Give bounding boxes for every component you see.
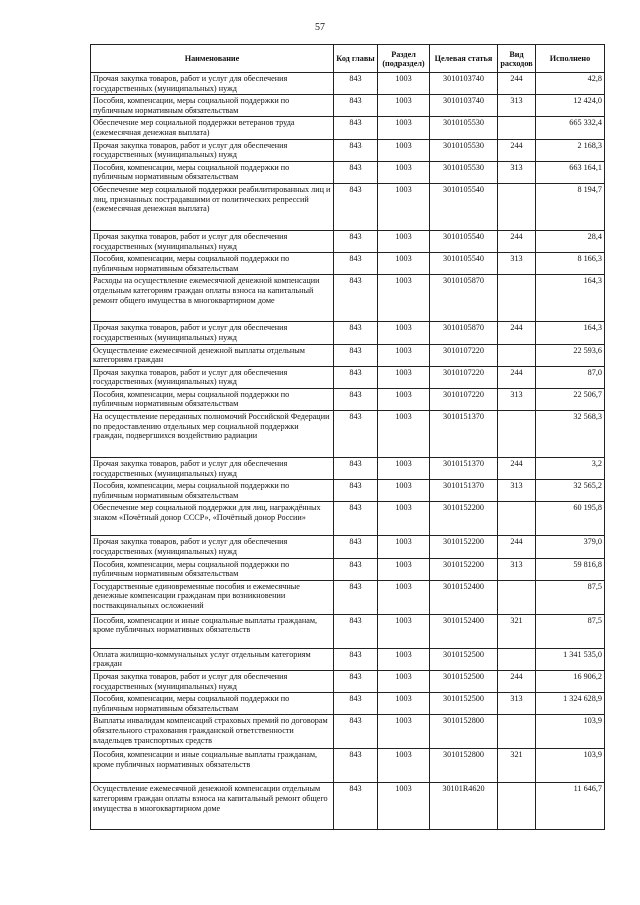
cell-name: На осуществление переданных полномочий Российской Федерации по предоставлению отдельных мер социальной поддержки граждан, подвергшихся воздействию радиации: [91, 411, 334, 458]
cell-section: 1003: [378, 558, 430, 580]
cell-article: 3010105540: [430, 183, 498, 230]
cell-section: 1003: [378, 117, 430, 139]
cell-amount: 32 568,3: [536, 411, 605, 458]
table-row: [91, 614, 605, 648]
cell-section: 1003: [378, 230, 430, 252]
table-row: [91, 671, 605, 693]
header-amount: Исполнено: [536, 45, 605, 73]
cell-amount: 16 906,2: [536, 671, 605, 693]
header-name: Наименование: [91, 45, 334, 73]
cell-kind: [498, 502, 536, 536]
cell-amount: 60 195,8: [536, 502, 605, 536]
cell-amount: 379,0: [536, 536, 605, 558]
cell-section: 1003: [378, 536, 430, 558]
cell-kind: [498, 580, 536, 614]
cell-code: 843: [334, 749, 378, 783]
cell-section: 1003: [378, 715, 430, 749]
cell-kind: [498, 715, 536, 749]
cell-name: Пособия, компенсации, меры социальной поддержки по публичным нормативным обязательствам: [91, 558, 334, 580]
cell-name: Пособия, компенсации и иные социальные выплаты гражданам, кроме публичных нормативных обязательств: [91, 749, 334, 783]
table-row: [91, 344, 605, 366]
table-row: [91, 366, 605, 388]
cell-name: Расходы на осуществление ежемесячной денежной компенсации отдельным категориям граждан оплаты взноса на капитальный ремонт общего имущества в многоквартирном доме: [91, 275, 334, 322]
cell-kind: [498, 783, 536, 830]
cell-name: Оплата жилищно-коммунальных услуг отдельным категориям граждан: [91, 648, 334, 670]
cell-name: Осуществление ежемесячной денежной выплаты отдельным категориям граждан: [91, 344, 334, 366]
cell-code: 843: [334, 502, 378, 536]
cell-code: 843: [334, 411, 378, 458]
table-row: [91, 73, 605, 95]
cell-kind: 321: [498, 749, 536, 783]
cell-amount: 87,0: [536, 366, 605, 388]
cell-kind: [498, 183, 536, 230]
cell-article: 3010152200: [430, 558, 498, 580]
cell-article: 3010103740: [430, 73, 498, 95]
cell-amount: 103,9: [536, 749, 605, 783]
cell-name: Пособия, компенсации, меры социальной поддержки по публичным нормативным обязательствам: [91, 161, 334, 183]
cell-section: 1003: [378, 139, 430, 161]
cell-section: 1003: [378, 73, 430, 95]
cell-code: 843: [334, 783, 378, 830]
cell-section: 1003: [378, 183, 430, 230]
cell-amount: 22 593,6: [536, 344, 605, 366]
cell-amount: 12 424,0: [536, 95, 605, 117]
table-row: [91, 480, 605, 502]
cell-code: 843: [334, 388, 378, 410]
cell-article: 3010107220: [430, 366, 498, 388]
cell-code: 843: [334, 480, 378, 502]
cell-kind: 313: [498, 253, 536, 275]
cell-name: Обеспечение мер социальной поддержки ветеранов труда (ежемесячная денежная выплата): [91, 117, 334, 139]
cell-amount: 1 341 535,0: [536, 648, 605, 670]
cell-amount: 42,8: [536, 73, 605, 95]
cell-article: 30101R4620: [430, 783, 498, 830]
table-row: [91, 322, 605, 344]
cell-code: 843: [334, 139, 378, 161]
table-row: [91, 458, 605, 480]
page-number: 57: [315, 22, 325, 33]
cell-kind: [498, 275, 536, 322]
cell-code: 843: [334, 580, 378, 614]
cell-article: 3010151370: [430, 480, 498, 502]
cell-name: Прочая закупка товаров, работ и услуг для обеспечения государственных (муниципальных) нужд: [91, 139, 334, 161]
table-body: [91, 73, 605, 830]
cell-kind: 313: [498, 388, 536, 410]
cell-article: 3010105540: [430, 253, 498, 275]
cell-amount: 3,2: [536, 458, 605, 480]
cell-section: 1003: [378, 614, 430, 648]
cell-amount: 8 166,3: [536, 253, 605, 275]
cell-amount: 663 164,1: [536, 161, 605, 183]
cell-kind: 244: [498, 139, 536, 161]
cell-code: 843: [334, 715, 378, 749]
table-row: [91, 715, 605, 749]
cell-article: 3010105870: [430, 322, 498, 344]
cell-amount: 22 506,7: [536, 388, 605, 410]
cell-section: 1003: [378, 749, 430, 783]
cell-section: 1003: [378, 693, 430, 715]
cell-code: 843: [334, 344, 378, 366]
cell-amount: 59 816,8: [536, 558, 605, 580]
cell-name: Пособия, компенсации и иные социальные выплаты гражданам, кроме публичных нормативных обязательств: [91, 614, 334, 648]
cell-name: Пособия, компенсации, меры социальной поддержки по публичным нормативным обязательствам: [91, 253, 334, 275]
cell-code: 843: [334, 366, 378, 388]
table-row: [91, 139, 605, 161]
cell-kind: 313: [498, 693, 536, 715]
cell-name: Прочая закупка товаров, работ и услуг для обеспечения государственных (муниципальных) нужд: [91, 671, 334, 693]
cell-article: 3010152400: [430, 580, 498, 614]
cell-section: 1003: [378, 95, 430, 117]
cell-section: 1003: [378, 366, 430, 388]
cell-section: 1003: [378, 388, 430, 410]
table-row: [91, 648, 605, 670]
table-row: [91, 502, 605, 536]
cell-kind: 244: [498, 458, 536, 480]
cell-article: 3010152200: [430, 536, 498, 558]
cell-article: 3010105540: [430, 230, 498, 252]
header-article: Целевая статья: [430, 45, 498, 73]
cell-section: 1003: [378, 344, 430, 366]
cell-kind: 244: [498, 73, 536, 95]
cell-article: 3010103740: [430, 95, 498, 117]
table-row: [91, 536, 605, 558]
cell-code: 843: [334, 161, 378, 183]
cell-section: 1003: [378, 580, 430, 614]
cell-article: 3010152800: [430, 749, 498, 783]
table-row: [91, 230, 605, 252]
table-row: [91, 183, 605, 230]
cell-name: Обеспечение мер социальной поддержки для лиц, награждённых знаком «Почётный донор СССР», «Почётный донор России»: [91, 502, 334, 536]
cell-code: 843: [334, 648, 378, 670]
cell-section: 1003: [378, 480, 430, 502]
cell-code: 843: [334, 230, 378, 252]
table-row: [91, 411, 605, 458]
cell-name: Выплаты инвалидам компенсаций страховых премий по договорам обязательного страхования гражданской ответственности владельцев транспортных средств: [91, 715, 334, 749]
cell-article: 3010152500: [430, 648, 498, 670]
cell-name: Обеспечение мер социальной поддержки реабилитированных лиц и лиц, признанных пострадавшими от политических репрессий (ежемесячная денежная выплата): [91, 183, 334, 230]
cell-article: 3010152500: [430, 693, 498, 715]
header-code: Код главы: [334, 45, 378, 73]
cell-kind: 313: [498, 95, 536, 117]
cell-kind: 313: [498, 161, 536, 183]
cell-article: 3010152200: [430, 502, 498, 536]
cell-amount: 32 565,2: [536, 480, 605, 502]
cell-amount: 1 324 628,9: [536, 693, 605, 715]
cell-code: 843: [334, 183, 378, 230]
cell-code: 843: [334, 671, 378, 693]
cell-name: Прочая закупка товаров, работ и услуг для обеспечения государственных (муниципальных) нужд: [91, 230, 334, 252]
cell-kind: 244: [498, 671, 536, 693]
cell-code: 843: [334, 458, 378, 480]
cell-article: 3010105530: [430, 161, 498, 183]
cell-kind: [498, 344, 536, 366]
cell-amount: 87,5: [536, 580, 605, 614]
cell-section: 1003: [378, 275, 430, 322]
cell-article: 3010107220: [430, 344, 498, 366]
table-row: [91, 253, 605, 275]
cell-article: 3010152800: [430, 715, 498, 749]
cell-amount: 164,3: [536, 275, 605, 322]
cell-name: Прочая закупка товаров, работ и услуг для обеспечения государственных (муниципальных) нужд: [91, 458, 334, 480]
cell-section: 1003: [378, 502, 430, 536]
header-kind: Вид расходов: [498, 45, 536, 73]
cell-article: 3010105530: [430, 117, 498, 139]
table-row: [91, 580, 605, 614]
cell-name: Пособия, компенсации, меры социальной поддержки по публичным нормативным обязательствам: [91, 95, 334, 117]
cell-section: 1003: [378, 671, 430, 693]
table-row: [91, 161, 605, 183]
cell-kind: 244: [498, 322, 536, 344]
table-row: [91, 95, 605, 117]
cell-code: 843: [334, 322, 378, 344]
cell-code: 843: [334, 558, 378, 580]
cell-name: Прочая закупка товаров, работ и услуг для обеспечения государственных (муниципальных) нужд: [91, 322, 334, 344]
cell-name: Прочая закупка товаров, работ и услуг для обеспечения государственных (муниципальных) нужд: [91, 366, 334, 388]
cell-code: 843: [334, 95, 378, 117]
cell-section: 1003: [378, 161, 430, 183]
cell-kind: [498, 648, 536, 670]
header-section: Раздел (подраздел): [378, 45, 430, 73]
cell-name: Пособия, компенсации, меры социальной поддержки по публичным нормативным обязательствам: [91, 388, 334, 410]
cell-code: 843: [334, 253, 378, 275]
cell-code: 843: [334, 275, 378, 322]
cell-amount: 11 646,7: [536, 783, 605, 830]
cell-section: 1003: [378, 458, 430, 480]
table-row: [91, 693, 605, 715]
cell-kind: 244: [498, 536, 536, 558]
cell-name: Пособия, компенсации, меры социальной поддержки по публичным нормативным обязательствам: [91, 693, 334, 715]
cell-article: 3010105870: [430, 275, 498, 322]
cell-name: Пособия, компенсации, меры социальной поддержки по публичным нормативным обязательствам: [91, 480, 334, 502]
cell-name: Прочая закупка товаров, работ и услуг для обеспечения государственных (муниципальных) нужд: [91, 536, 334, 558]
cell-article: 3010151370: [430, 411, 498, 458]
cell-article: 3010152400: [430, 614, 498, 648]
cell-name: Прочая закупка товаров, работ и услуг для обеспечения государственных (муниципальных) нужд: [91, 73, 334, 95]
cell-amount: 164,3: [536, 322, 605, 344]
cell-amount: 87,5: [536, 614, 605, 648]
cell-article: 3010107220: [430, 388, 498, 410]
table-row: [91, 749, 605, 783]
table-row: [91, 558, 605, 580]
cell-article: 3010152500: [430, 671, 498, 693]
cell-kind: 313: [498, 558, 536, 580]
budget-table: [90, 44, 605, 830]
cell-section: 1003: [378, 253, 430, 275]
cell-kind: 244: [498, 230, 536, 252]
cell-kind: [498, 117, 536, 139]
cell-code: 843: [334, 117, 378, 139]
header-row: [91, 45, 605, 73]
cell-kind: [498, 411, 536, 458]
cell-kind: 321: [498, 614, 536, 648]
table-row: [91, 117, 605, 139]
cell-code: 843: [334, 536, 378, 558]
cell-amount: 8 194,7: [536, 183, 605, 230]
cell-article: 3010151370: [430, 458, 498, 480]
cell-code: 843: [334, 693, 378, 715]
cell-amount: 665 332,4: [536, 117, 605, 139]
table-row: [91, 783, 605, 830]
cell-name: Осуществление ежемесячной денежной компенсации отдельным категориям граждан оплаты взноса на капитальный ремонт общего имущества в многоквартирном доме: [91, 783, 334, 830]
cell-section: 1003: [378, 648, 430, 670]
cell-article: 3010105530: [430, 139, 498, 161]
cell-amount: 2 168,3: [536, 139, 605, 161]
cell-kind: 244: [498, 366, 536, 388]
cell-section: 1003: [378, 783, 430, 830]
cell-amount: 28,4: [536, 230, 605, 252]
cell-code: 843: [334, 614, 378, 648]
cell-section: 1003: [378, 322, 430, 344]
cell-code: 843: [334, 73, 378, 95]
table-row: [91, 275, 605, 322]
cell-name: Государственные единовременные пособия и ежемесячные денежные компенсации гражданам при возникновении поствакцинальных осложнений: [91, 580, 334, 614]
table-row: [91, 388, 605, 410]
cell-amount: 103,9: [536, 715, 605, 749]
cell-kind: 313: [498, 480, 536, 502]
cell-section: 1003: [378, 411, 430, 458]
